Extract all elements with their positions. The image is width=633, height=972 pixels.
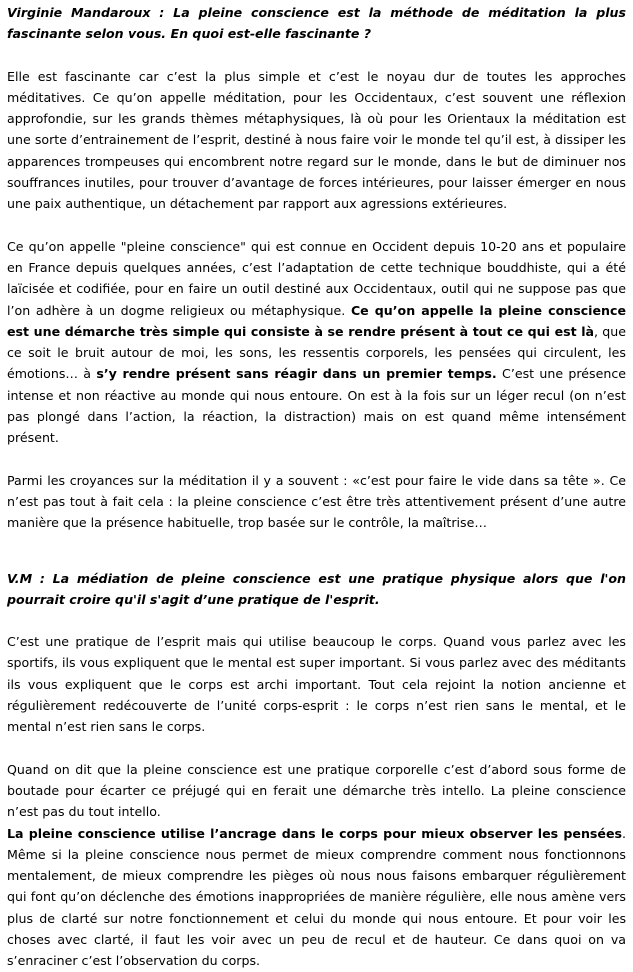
answer-2-text-1: Ce qu’on appelle "pleine conscience" qui est connue en Occident depuis 10-20 ans et populaire en France depuis quelques années, c’est l’adaptation de cette technique bouddhiste, qui a été laïcisée et codifiée, pour en faire un outil destiné aux Occidentaux, outil qui ne suppose pas que l’on adhère à un dogme religieux ou métaphysique. — [7, 238, 626, 318]
answer-paragraph-3: Parmi les croyances sur la méditation il y a souvent : «c’est pour faire le vide dans sa tête ». Ce n’est pas tout à fait cela : la pleine conscience c’est être très attentivement présent d’une autre manière que la présence habituelle, trop basée sur le contrôle, la maîtrise… — [7, 472, 626, 531]
answer-2-bold-2: s’y rendre présent sans réagir dans un premier temps. — [96, 366, 497, 382]
answer-paragraph-1: Elle est fascinante car c’est la plus simple et c’est le noyau dur de toutes les approches méditatives. Ce qu’on appelle méditation, pour les Occidentaux, c’est souvent une réflexion approfondie, sur les grands thèmes métaphysiques, là où pour les Orientaux la méditation est une sorte d’entrainement de l’esprit, destiné à nous faire voir le monde tel qu’il est, à dissiper les apparences trompeuses qui encombrent notre regard sur le monde, dans le but de diminuer nos souffrances inutiles, pour trouver d’avantage de forces intérieures, pour laisser émerger en nous une paix authentique, un détachement par rapport aux agressions extérieures. — [7, 68, 626, 212]
answer-paragraph-2 — [7, 236, 626, 449]
answer-6-text-1: . Même si la pleine conscience nous permet de mieux comprendre comment nous fonctionnons mentalement, de mieux comprendre les pièges où nous nous faisons embarquer régulièrement qui font qu’on déclenche des émotions inappropriées de manière régulière, elle nous amène vers plus de clarté sur notre fonctionnement et celui du monde qui nous entoure. Et pour voir les choses avec clarté, il faut les voir avec un peu de recul et de hauteur. Ce dans quoi on va s’enraciner c’est l’observation du corps. — [7, 825, 626, 969]
answer-6-bold-1: La pleine conscience utilise l’ancrage dans le corps pour mieux observer les pensées — [7, 825, 622, 841]
answer-2-text-3: C’est une présence intense et non réactive au monde qui nous entoure. On est à la fois sur un léger recul (on n’est pas plongé dans l’action, la réaction, la distraction) mais on est quand même intensément présent. — [7, 366, 627, 446]
question-2: V.M : La médiation de pleine conscience est une pratique physique alors que l'on pourrait croire qu'il s'agit d’une pratique de l'esprit. — [7, 570, 626, 607]
answer-paragraph-4: C’est une pratique de l’esprit mais qui utilise beaucoup le corps. Quand vous parlez avec les sportifs, ils vous expliquent que le mental est super important. Si vous parlez avec des méditants ils vous expliquent que le corps est archi important. Tout cela rejoint la notion ancienne et régulièrement redécouverte de l’unité corps-esprit : le corps n’est rien sans le mental, et le mental n’est rien sans le corps. — [7, 634, 626, 735]
answer-2-text-2: , que ce soit le bruit autour de moi, les sons, les ressentis corporels, les pensées qui circulent, les émotions… à — [7, 323, 626, 382]
answer-paragraph-5: Quand on dit que la pleine conscience est une pratique corporelle c’est d’abord sous forme de boutade pour écarter ce préjugé qui en ferait une démarche très intello. La pleine conscience n’est pas du tout intello. — [7, 761, 626, 820]
answer-paragraph-6 — [7, 823, 626, 972]
answer-2-bold-1: Ce qu’on appelle la pleine conscience est une démarche très simple qui consiste à se rendre présent à tout ce qui est là — [7, 302, 626, 339]
question-1: Virginie Mandaroux : La pleine conscience est la méthode de méditation la plus fascinante selon vous. En quoi est-elle fascinante ? — [7, 5, 626, 42]
